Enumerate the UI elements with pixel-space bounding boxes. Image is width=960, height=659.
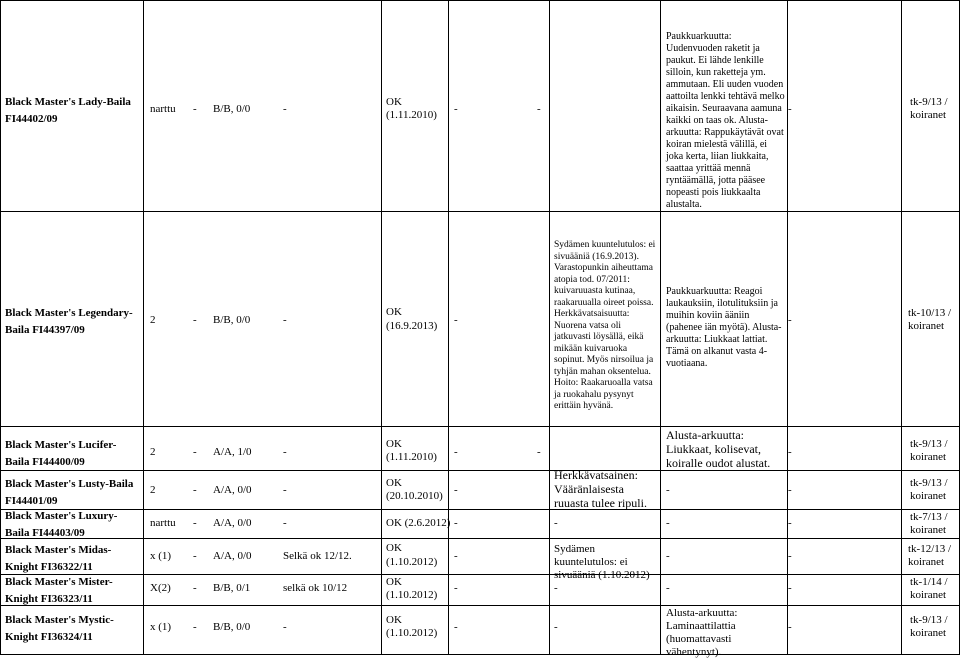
source-cell: tk-9/13 / koiranet [910, 477, 948, 502]
row-divider [0, 509, 960, 510]
dog-name: Black Master's Mister-Knight FI36323/11 [5, 576, 113, 605]
health-notes: - [554, 582, 558, 594]
dash-cell: - [454, 550, 458, 562]
dash-cell: - [193, 103, 197, 115]
spine-cell: - [283, 517, 287, 529]
dash-cell: - [454, 582, 458, 594]
spine-cell: - [283, 314, 287, 326]
sex-cell: X(2) [150, 582, 171, 594]
source-cell: tk-7/13 / koiranet [910, 511, 948, 536]
row-divider [0, 426, 960, 427]
column-divider [660, 0, 661, 655]
hips-elbows-cell: B/B, 0/0 [213, 103, 251, 115]
behaviour-notes: - [666, 484, 670, 496]
eye-result: OK [386, 542, 402, 554]
dog-name: Black Master's Lusty-Baila FI44401/09 [5, 478, 134, 507]
dash-cell: - [454, 621, 458, 633]
sex-cell: 2 [150, 314, 156, 326]
spine-cell: selkä ok 10/12 [283, 582, 348, 594]
dash-cell: - [788, 103, 792, 115]
behaviour-notes: - [666, 517, 670, 529]
source-cell: tk-1/14 / koiranet [910, 576, 948, 601]
dash-cell: - [193, 484, 197, 496]
column-divider [381, 0, 382, 655]
behaviour-notes: Paukkuarkuutta: Uudenvuoden raketit ja paukut. Ei lähde lenkille silloin, kun raketteja ym. ammutaan. Eli uuden vuoden aattoilta lenkki tehtävä melko aikaisin. Seuraavana aamuna kaikki on taas ok. Alusta-arkuutta: Rappukäytävät ovat koiran mielestä välillä, ei joka kerta, liian liukkaita, saattaa yrittää mennä ryntäämällä, jotta pääsee nopeasti pois liukkaalta alustalta. [666, 31, 785, 210]
source-cell: tk-9/13 / koiranet [910, 614, 948, 639]
eye-date: (1.10.2012) [386, 627, 438, 639]
column-divider [143, 0, 144, 655]
table-border [0, 0, 1, 655]
hips-elbows-cell: B/B, 0/1 [213, 582, 251, 594]
sex-cell: narttu [150, 517, 176, 529]
dash-cell: - [454, 314, 458, 326]
row-divider [0, 605, 960, 606]
health-notes: - [554, 517, 558, 529]
row-divider [0, 0, 960, 1]
behaviour-notes: Alusta-arkuutta: Liukkaat, kolisevat, koiralle oudot alustat. [666, 428, 771, 470]
row-divider [0, 538, 960, 539]
spine-cell: - [283, 484, 287, 496]
spine-cell: Selkä ok 12/12. [283, 550, 352, 562]
eye-date: (1.10.2012) [386, 589, 438, 601]
hips-elbows-cell: A/A, 1/0 [213, 446, 252, 458]
dash-cell: - [454, 484, 458, 496]
eye-result: OK [386, 576, 402, 588]
dash-cell: - [193, 550, 197, 562]
column-divider [448, 0, 449, 655]
health-notes: - [537, 446, 541, 458]
health-notes: Sydämen kuuntelutulos: ei sivuääniä (16.9.2013). Varastopunkin aiheuttama atopia tod. 07/2011: kuivaruuasta kutinaa, raakaruualla oireet poissa. Herkkävatsaisuutta: Nuorena vatsa oli jatkuvasti löysällä, eikä mikään kuivaruoka sopinut. Myös nirsoilua ja tyhjän mahan oksentelua. Hoito: Raakaruoalla vatsa ja ruokahalu pysynyt erittäin hyvänä. [554, 240, 656, 411]
column-divider [901, 0, 902, 655]
hips-elbows-cell: B/B, 0/0 [213, 621, 251, 633]
eye-result: OK (2.6.2012) [386, 517, 451, 529]
sex-cell: narttu [150, 103, 176, 115]
dog-name: Black Master's Mystic-Knight FI36324/11 [5, 614, 114, 643]
dog-name: Black Master's Luxury-Baila FI44403/09 [5, 510, 118, 539]
behaviour-notes: - [666, 550, 670, 562]
health-notes: - [537, 103, 541, 115]
dog-name: Black Master's Legendary-Baila FI44397/09 [5, 307, 133, 336]
eye-date: (20.10.2010) [386, 490, 443, 502]
eye-date: (16.9.2013) [386, 320, 438, 332]
spine-cell: - [283, 621, 287, 633]
behaviour-notes: - [666, 582, 670, 594]
dash-cell: - [193, 446, 197, 458]
eye-result: OK [386, 438, 402, 450]
dash-cell: - [788, 446, 792, 458]
behaviour-notes: Paukkuarkuutta: Reagoi laukauksiin, ilotulituksiin ja muihin koviin ääniin (pahenee iän myötä). Alusta-arkuutta: Liukkaat lattiat. Tämä on alkanut vasta 4-vuotiaana. [666, 286, 782, 369]
hips-elbows-cell: A/A, 0/0 [213, 484, 252, 496]
eye-date: (1.10.2012) [386, 556, 438, 568]
sex-cell: x (1) [150, 550, 172, 562]
dash-cell: - [788, 314, 792, 326]
dash-cell: - [454, 517, 458, 529]
dash-cell: - [193, 621, 197, 633]
row-divider [0, 574, 960, 575]
behaviour-notes: Alusta-arkuutta: Laminaattilattia (huomattavasti vähentynyt). [666, 607, 738, 658]
eye-result: OK [386, 477, 402, 489]
health-notes: Sydämen kuuntelutulos: ei sivuääniä (1.10.2012) [554, 543, 650, 581]
health-notes: - [554, 621, 558, 633]
hips-elbows-cell: A/A, 0/0 [213, 550, 252, 562]
dog-name: Black Master's Lucifer-Baila FI44400/09 [5, 439, 117, 468]
dash-cell: - [454, 103, 458, 115]
spine-cell: - [283, 446, 287, 458]
dash-cell: - [454, 446, 458, 458]
sex-cell: 2 [150, 446, 156, 458]
dash-cell: - [788, 582, 792, 594]
dash-cell: - [193, 517, 197, 529]
row-divider [0, 211, 960, 212]
source-cell: tk-10/13 / koiranet [908, 307, 952, 332]
sex-cell: 2 [150, 484, 156, 496]
dash-cell: - [788, 484, 792, 496]
dash-cell: - [788, 621, 792, 633]
spine-cell: - [283, 103, 287, 115]
sex-cell: x (1) [150, 621, 172, 633]
health-notes: Herkkävatsainen: Vääränlaisesta ruuasta tulee ripuli. [554, 468, 647, 510]
eye-result: OK [386, 306, 402, 318]
column-divider [549, 0, 550, 655]
dog-name: Black Master's Lady-Baila FI44402/09 [5, 96, 131, 125]
eye-result: OK [386, 614, 402, 626]
dash-cell: - [788, 550, 792, 562]
hips-elbows-cell: A/A, 0/0 [213, 517, 252, 529]
eye-date: (1.11.2010) [386, 451, 437, 463]
dash-cell: - [788, 517, 792, 529]
dog-name: Black Master's Midas-Knight FI36322/11 [5, 544, 112, 573]
row-divider [0, 470, 960, 471]
eye-result: OK [386, 96, 402, 108]
dash-cell: - [193, 314, 197, 326]
dash-cell: - [193, 582, 197, 594]
eye-date: (1.11.2010) [386, 109, 437, 121]
source-cell: tk-12/13 / koiranet [908, 543, 952, 568]
source-cell: tk-9/13 / koiranet [910, 96, 948, 121]
hips-elbows-cell: B/B, 0/0 [213, 314, 251, 326]
source-cell: tk-9/13 / koiranet [910, 438, 948, 463]
